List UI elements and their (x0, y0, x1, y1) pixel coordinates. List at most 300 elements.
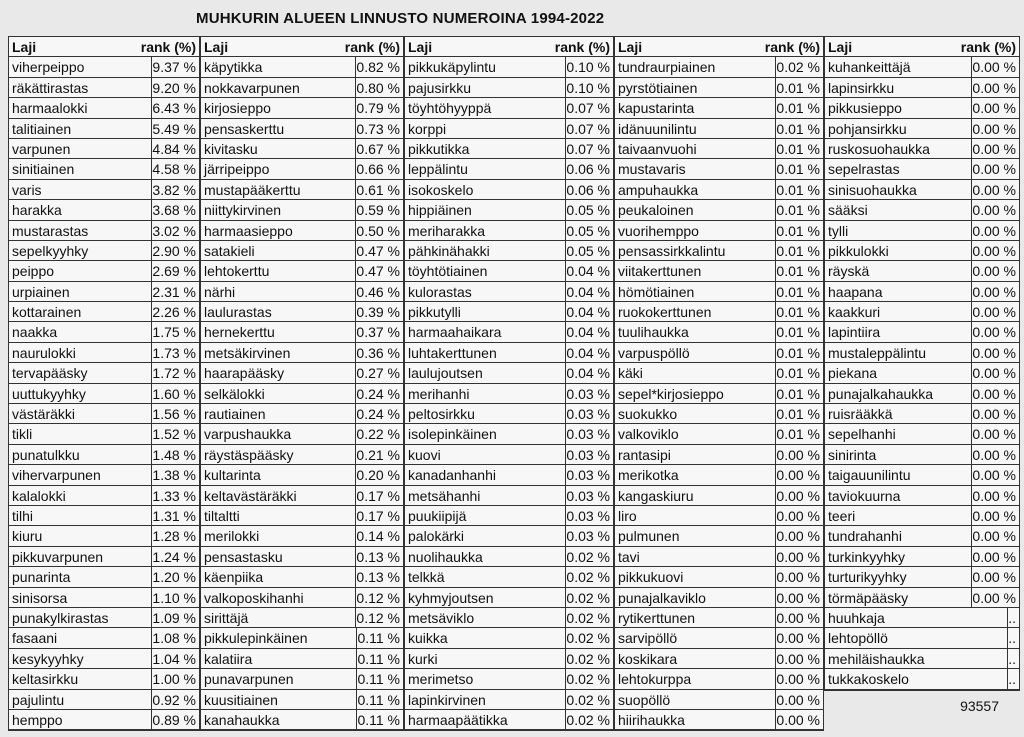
table-row (201, 282, 403, 302)
rank-value: 1.60 % (152, 385, 196, 402)
rank-value: 0.04 % (566, 263, 610, 280)
species-name: pajusirkku (405, 78, 566, 97)
table-row (9, 710, 199, 730)
table-row (825, 628, 1019, 648)
table-row (9, 139, 199, 159)
rank-value: 0.02 % (566, 630, 610, 647)
species-name: piekana (825, 363, 972, 382)
table-row (405, 139, 613, 159)
species-name: idänuunilintu (615, 119, 776, 138)
species-column-4 (614, 36, 824, 731)
rank-value: 0.02 % (566, 589, 610, 606)
table-row (405, 526, 613, 546)
rank-value: 0.00 % (776, 487, 820, 504)
table-row (201, 445, 403, 465)
species-name: telkkä (405, 567, 566, 586)
table-row (201, 486, 403, 506)
table-row (405, 669, 613, 689)
species-name: kapustarinta (615, 98, 776, 117)
table-row (405, 384, 613, 404)
table-row (405, 649, 613, 669)
rank-value: 1.56 % (152, 406, 196, 423)
rank-value: 0.00 % (972, 467, 1016, 484)
table-row (825, 159, 1019, 179)
species-name: punavarpunen (201, 669, 357, 688)
table-row (405, 628, 613, 648)
rank-value: 1.38 % (152, 467, 196, 484)
rank-value: 0.17 % (356, 487, 400, 504)
table-row (825, 567, 1019, 587)
species-name: rytikerttunen (615, 608, 776, 627)
species-name: kulorastas (405, 282, 566, 301)
table-row (405, 57, 613, 77)
table-row (405, 404, 613, 424)
table-row (615, 78, 823, 98)
table-row (201, 139, 403, 159)
table-row (615, 424, 823, 444)
rank-value: 0.13 % (356, 548, 400, 565)
species-name: kottarainen (9, 302, 152, 321)
rank-value: 2.69 % (152, 263, 196, 280)
table-row (825, 98, 1019, 118)
species-name: viitakerttunen (615, 261, 776, 280)
rank-value: 0.00 % (972, 589, 1016, 606)
table-row (201, 159, 403, 179)
species-name: valkoposkihanhi (201, 588, 356, 607)
table-row (825, 139, 1019, 159)
rank-value: 0.02 % (566, 569, 610, 586)
table-row (9, 343, 199, 363)
table-row (405, 445, 613, 465)
rank-value: 5.49 % (152, 120, 196, 137)
rank-value: 0.00 % (776, 569, 820, 586)
rank-value: 0.24 % (356, 406, 400, 423)
species-name: räkättirastas (9, 78, 152, 97)
species-name: tervapääsky (9, 363, 152, 382)
species-name: punatulkku (9, 445, 152, 464)
rank-value: 0.10 % (566, 79, 610, 96)
species-name: metsäkirvinen (201, 343, 356, 362)
species-name: kuhankeittäjä (825, 57, 972, 76)
species-name: vihervarpunen (9, 465, 152, 484)
header-species: Laji (618, 39, 643, 55)
species-name: punajalkahaukka (825, 384, 972, 403)
table-row (405, 465, 613, 485)
species-name: käpytikka (201, 57, 356, 76)
table-row (825, 221, 1019, 241)
species-name: törmäpääsky (825, 588, 972, 607)
species-name: suokukko (615, 404, 776, 423)
species-name: laulujoutsen (405, 363, 566, 382)
rank-value: 9.37 % (152, 59, 196, 76)
table-row (201, 628, 403, 648)
species-name: kalatiira (201, 649, 357, 668)
table-row (825, 669, 1019, 689)
rank-value: 0.12 % (356, 589, 400, 606)
table-row (825, 445, 1019, 465)
table-row (615, 567, 823, 587)
rank-value: 0.00 % (776, 691, 820, 708)
species-name: lapinkirvinen (405, 690, 566, 709)
species-name: puukiipijä (405, 506, 566, 525)
species-column-2 (200, 36, 404, 731)
species-name: ruisrääkkä (825, 404, 972, 423)
rank-value: 0.02 % (566, 548, 610, 565)
rank-value: 1.04 % (152, 650, 196, 667)
table-row (405, 221, 613, 241)
species-name: sepel*kirjosieppo (615, 384, 776, 403)
column-header (405, 37, 613, 57)
species-name: pulmunen (615, 526, 776, 545)
rank-value: 1.08 % (152, 630, 196, 647)
rank-value: 1.00 % (152, 671, 196, 688)
species-name: merilokki (201, 526, 356, 545)
species-name: hippiäinen (405, 200, 566, 219)
table-row (9, 547, 199, 567)
species-name: tylli (825, 221, 972, 240)
species-name: selkälokki (201, 384, 356, 403)
rank-value: 0.00 % (972, 263, 1016, 280)
rank-value: 0.02 % (566, 711, 610, 728)
table-row (9, 404, 199, 424)
rank-value: 0.61 % (356, 181, 400, 198)
species-name: mustarastas (9, 221, 152, 240)
rank-value: 0.01 % (776, 161, 820, 178)
table-row (615, 445, 823, 465)
species-name: vuorihemppo (615, 221, 776, 240)
species-name: pohjansirkku (825, 119, 972, 138)
rank-value: 1.31 % (152, 507, 196, 524)
rank-value: 0.01 % (776, 242, 820, 259)
rank-value: 0.01 % (776, 79, 820, 96)
species-name: naurulokki (9, 343, 152, 362)
header-species: Laji (204, 39, 229, 55)
table-row (405, 363, 613, 383)
species-name: pensaskerttu (201, 119, 356, 138)
table-row (201, 506, 403, 526)
species-name: sinitiainen (9, 159, 152, 178)
species-name: luhtakerttunen (405, 343, 566, 362)
header-rank: rank (%) (344, 39, 400, 55)
rank-value: 9.20 % (152, 79, 196, 96)
table-row (201, 526, 403, 546)
rank-value: 0.07 % (566, 120, 610, 137)
rank-value: 0.00 % (972, 528, 1016, 545)
table-row (9, 221, 199, 241)
table-row (615, 322, 823, 342)
rank-value: 0.04 % (566, 324, 610, 341)
rank-value: 0.03 % (566, 385, 610, 402)
rank-value: 0.66 % (356, 161, 400, 178)
rank-value: 0.00 % (776, 650, 820, 667)
species-name: tiltaltti (201, 506, 356, 525)
species-name: kuikka (405, 628, 566, 647)
rank-value: 0.00 % (776, 609, 820, 626)
rank-value: 0.05 % (566, 202, 610, 219)
rank-value: 0.47 % (356, 263, 400, 280)
rank-value: 0.00 % (776, 671, 820, 688)
species-name: kangaskiuru (615, 486, 776, 505)
table-row (825, 78, 1019, 98)
rank-value: .. (1008, 630, 1016, 647)
species-name: kaakkuri (825, 302, 972, 321)
table-row (201, 363, 403, 383)
table-row (9, 241, 199, 261)
species-name: varpuspöllö (615, 343, 776, 362)
rank-value: 0.00 % (972, 569, 1016, 586)
table-row (9, 180, 199, 200)
table-row (405, 486, 613, 506)
rank-value: 0.03 % (566, 507, 610, 524)
species-name: käki (615, 363, 776, 382)
table-row (9, 119, 199, 139)
rank-value: 0.00 % (972, 79, 1016, 96)
table-row (201, 710, 403, 730)
rank-value: 0.11 % (357, 711, 400, 728)
species-name: sinisorsa (9, 588, 152, 607)
table-row (405, 159, 613, 179)
rank-value: 0.12 % (356, 609, 400, 626)
table-row (9, 159, 199, 179)
rank-value: 2.31 % (152, 283, 196, 300)
rank-value: 0.00 % (776, 507, 820, 524)
rank-value: 0.21 % (356, 446, 400, 463)
table-row (9, 261, 199, 281)
table-row (825, 588, 1019, 608)
rank-value: 0.00 % (776, 711, 820, 728)
species-name: haapana (825, 282, 972, 301)
rank-value: 0.00 % (972, 385, 1016, 402)
species-name: fasaani (9, 628, 152, 647)
table-row (9, 363, 199, 383)
rank-value: 0.00 % (972, 283, 1016, 300)
species-name: meriharakka (405, 221, 566, 240)
rank-value: 0.24 % (356, 385, 400, 402)
species-name: harmaasieppo (201, 221, 356, 240)
table-row (825, 547, 1019, 567)
species-name: haarapääsky (201, 363, 356, 382)
species-name: pikkukuovi (615, 567, 776, 586)
table-row (615, 710, 823, 730)
table-row (9, 649, 199, 669)
rank-value: 0.01 % (776, 140, 820, 157)
species-name: tundraurpiainen (615, 57, 776, 76)
species-name: varis (9, 180, 152, 199)
species-name: taivaanvuohi (615, 139, 776, 158)
species-name: kirjosieppo (201, 98, 356, 117)
species-name: harakka (9, 200, 152, 219)
table-row (405, 180, 613, 200)
rank-value: 0.00 % (972, 202, 1016, 219)
table-row (201, 608, 403, 628)
header-rank: rank (%) (140, 39, 196, 55)
table-row (9, 486, 199, 506)
rank-value: 0.73 % (356, 120, 400, 137)
species-name: tikli (9, 424, 152, 443)
table-row (405, 690, 613, 710)
species-name: punakylkirastas (9, 608, 152, 627)
species-name: kultarinta (201, 465, 356, 484)
rank-value: 1.52 % (152, 426, 196, 443)
rank-value: 0.00 % (776, 467, 820, 484)
rank-value: 0.20 % (356, 467, 400, 484)
rank-value: 1.73 % (152, 344, 196, 361)
rank-value: 0.01 % (776, 304, 820, 321)
table-row (615, 98, 823, 118)
table-row (201, 322, 403, 342)
species-name: lehtopöllö (825, 628, 1008, 647)
table-row (615, 180, 823, 200)
rank-value: .. (1008, 671, 1016, 688)
rank-value: 0.82 % (356, 59, 400, 76)
rank-value: 0.13 % (356, 569, 400, 586)
species-column-1 (8, 36, 200, 731)
table-row (9, 669, 199, 689)
table-row (825, 343, 1019, 363)
rank-value: 0.79 % (356, 100, 400, 117)
table-row (615, 588, 823, 608)
rank-value: 0.00 % (972, 242, 1016, 259)
rank-value: 0.80 % (356, 79, 400, 96)
table-row (405, 588, 613, 608)
table-row (201, 180, 403, 200)
species-name: peippo (9, 261, 152, 280)
table-row (825, 608, 1019, 628)
rank-value: 0.00 % (776, 446, 820, 463)
rank-value: 0.01 % (776, 365, 820, 382)
table-row (615, 404, 823, 424)
species-name: liro (615, 506, 776, 525)
table-row (405, 343, 613, 363)
table-row (405, 200, 613, 220)
table-row (201, 465, 403, 485)
table-row (201, 200, 403, 220)
table-row (201, 343, 403, 363)
species-name: kuusitiainen (201, 690, 357, 709)
rank-value: 0.00 % (972, 487, 1016, 504)
species-name: suopöllö (615, 690, 776, 709)
table-row (9, 322, 199, 342)
rank-value: 0.50 % (356, 222, 400, 239)
rank-value: 0.00 % (776, 630, 820, 647)
species-name: hiirihaukka (615, 710, 776, 729)
table-row (825, 486, 1019, 506)
rank-value: 0.27 % (356, 365, 400, 382)
species-name: pajulintu (9, 690, 152, 709)
species-name: sinirinta (825, 445, 972, 464)
rank-value: 3.68 % (152, 202, 196, 219)
species-name: lehtokerttu (201, 261, 356, 280)
species-name: pikkukäpylintu (405, 57, 566, 76)
species-name: pikkuvarpunen (9, 547, 152, 566)
rank-value: 0.06 % (566, 161, 610, 178)
species-name: pähkinähakki (405, 241, 566, 260)
rank-value: 0.00 % (972, 140, 1016, 157)
table-row (825, 465, 1019, 485)
species-name: metsäviklo (405, 608, 566, 627)
rank-value: 0.01 % (776, 263, 820, 280)
rank-value: 0.03 % (566, 528, 610, 545)
table-row (9, 200, 199, 220)
rank-value: 4.58 % (152, 161, 196, 178)
rank-value: 0.36 % (356, 344, 400, 361)
rank-value: 0.00 % (972, 548, 1016, 565)
species-name: töyhtötiainen (405, 261, 566, 280)
rank-value: 1.33 % (152, 487, 196, 504)
species-name: taigauunilintu (825, 465, 972, 484)
rank-value: 0.02 % (566, 691, 610, 708)
table-row (201, 424, 403, 444)
rank-value: 0.04 % (566, 365, 610, 382)
species-name: tukkakoskelo (825, 669, 1008, 688)
rank-value: 0.47 % (356, 242, 400, 259)
rank-value: 3.02 % (152, 222, 196, 239)
species-name: isolepinkäinen (405, 424, 566, 443)
species-name: nokkavarpunen (201, 78, 356, 97)
species-column-3 (404, 36, 614, 731)
species-name: sääksi (825, 200, 972, 219)
species-name: tilhi (9, 506, 152, 525)
rank-value: 0.01 % (776, 202, 820, 219)
rank-value: 0.00 % (776, 548, 820, 565)
rank-value: 0.00 % (972, 100, 1016, 117)
table-row (615, 506, 823, 526)
rank-value: 1.72 % (152, 365, 196, 382)
column-header (9, 37, 199, 57)
species-name: pikkulepinkäinen (201, 628, 357, 647)
species-name: räyskä (825, 261, 972, 280)
rank-value: 0.11 % (357, 671, 400, 688)
species-name: sepelhanhi (825, 424, 972, 443)
rank-value: 0.11 % (357, 691, 400, 708)
table-row (615, 282, 823, 302)
rank-value: 0.67 % (356, 140, 400, 157)
species-name: varpushaukka (201, 424, 356, 443)
rank-value: 0.00 % (776, 528, 820, 545)
species-name: varpunen (9, 139, 152, 158)
rank-value: 0.00 % (972, 446, 1016, 463)
rank-value: 0.01 % (776, 406, 820, 423)
rank-value: 0.04 % (566, 283, 610, 300)
rank-value: 4.84 % (152, 140, 196, 157)
column-header (825, 37, 1019, 57)
rank-value: 0.01 % (776, 222, 820, 239)
species-column-5 (824, 36, 1020, 714)
rank-value: 0.02 % (566, 671, 610, 688)
table-row (825, 649, 1019, 669)
species-name: kyhmyjoutsen (405, 588, 566, 607)
table-row (405, 322, 613, 342)
table-row (825, 282, 1019, 302)
species-name: sarvipöllö (615, 628, 776, 647)
rank-value: .. (1008, 609, 1016, 626)
table-row (615, 57, 823, 77)
table-row (201, 78, 403, 98)
table-row (201, 302, 403, 322)
table-row (9, 526, 199, 546)
rank-value: 0.00 % (972, 344, 1016, 361)
table-row (405, 119, 613, 139)
species-name: harmaapäätikka (405, 710, 566, 729)
rank-value: 0.03 % (566, 487, 610, 504)
table-row (825, 404, 1019, 424)
species-name: närhi (201, 282, 356, 301)
species-name: räystäspääsky (201, 445, 356, 464)
rank-value: 0.00 % (776, 589, 820, 606)
rank-value: .. (1008, 650, 1016, 667)
table-row (9, 424, 199, 444)
rank-value: 3.82 % (152, 181, 196, 198)
